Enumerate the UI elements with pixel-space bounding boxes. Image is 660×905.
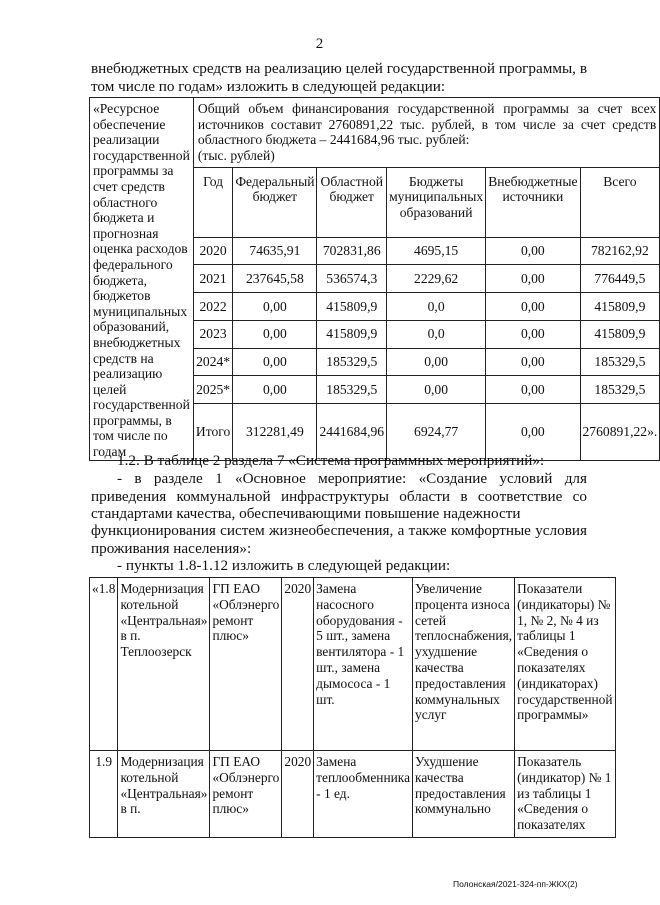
cell: 2024* [193,348,232,376]
measure-indicators: Показатели (индикаторы) № 1, № 2, № 4 из таблицы 1 «Сведения о показателях (индикаторах) государственной программы» [515,578,615,751]
measure-indicators: Показатель (индикатор) № 1 из таблицы 1 «Сведения о показателях [515,751,615,838]
col-year: Год [193,167,232,237]
section-paragraph-2: функционирования систем жизнеобеспечения, а также комфортные условия проживания населения»: [91,522,587,557]
cell: 185329,5 [317,348,387,376]
cell: 0,00 [233,320,317,348]
footer-reference: Полонская/2021-324-пп-ЖКХ(2) [453,879,578,889]
measure-row [90,751,616,838]
cell: 415809,9 [317,293,387,321]
measure-name: Модернизация котельной «Центральная» в п. Теплоозерск [118,578,210,751]
cell: 0,00 [387,376,486,404]
measure-number: «1.8 [90,578,118,751]
cell: 2023 [193,320,232,348]
summary-text: Общий объем финансирования государственной программы за счет всех источников составит 2760891,22 тыс. рублей, в том числе за счет средств областного бюджета – 2441684,96 тыс. рублей: [197,101,657,148]
measure-consequences: Ухудшение качества предоставления коммунально [413,751,515,838]
measure-row [90,578,616,751]
cell: 4695,15 [387,237,486,265]
points-line: - пункты 1.8-1.12 изложить в следующей редакции: [117,557,451,574]
resource-table [89,97,660,461]
cell: 0,00 [486,348,580,376]
measure-executor: ГП ЕАО «Облэнерго ремонт плюс» [210,578,282,751]
cell: 0,00 [233,293,317,321]
cell: 0,00 [486,404,580,461]
measure-executor: ГП ЕАО «Облэнерго ремонт плюс» [210,751,282,838]
cell: 0,00 [486,293,580,321]
cell: 2025* [193,376,232,404]
cell: 185329,5 [580,376,660,404]
measure-content: Замена насосного оборудования - 5 шт., замена вентилятора - 1 шт., замена дымососа - 1 шт. [314,578,413,751]
cell: 782162,92 [580,237,660,265]
cell: 776449,5 [580,265,660,293]
cell: 185329,5 [580,348,660,376]
cell: 2020 [193,237,232,265]
resource-label: «Ресурсное обеспечение реализации государственной программы за счет средств областного бюджета и прогнозная оценка расходов федерального бюджета, бюджетов муниципальных образований, внебюджетных средств на реализацию целей государственной программы, в том числе по годам [90,98,194,461]
cell: 2022 [193,293,232,321]
section-paragraph-1: - в разделе 1 «Основное мероприятие: «Создание условий для приведения коммунальной инфраструктуры области в соответствие со стандартами качества, обеспечивающими повышение надежности [91,470,587,522]
cell: 74635,91 [233,237,317,265]
measure-number: 1.9 [90,751,118,838]
cell: 0,00 [486,376,580,404]
cell: 415809,9 [580,293,660,321]
cell: 6924,77 [387,404,486,461]
cell: 536574,3 [317,265,387,293]
cell: 237645,58 [233,265,317,293]
cell: 702831,86 [317,237,387,265]
cell: 185329,5 [317,376,387,404]
cell: 0,00 [233,376,317,404]
measure-name: Модернизация котельной «Центральная» в п. [118,751,210,838]
cell: 415809,9 [317,320,387,348]
measure-consequences: Увеличение процента износа сетей теплоснабжения, ухудшение качества предоставления коммунальных услуг [413,578,515,751]
col-federal: Федеральный бюджет [233,167,317,237]
measure-content: Замена теплообменника - 1 ед. [314,751,413,838]
intro-line-1: внебюджетных средств на реализацию целей государственной программы, в [91,60,587,77]
cell: 2760891,22». [580,404,660,461]
cell: 312281,49 [233,404,317,461]
col-municipal: Бюджеты муниципальных образований [387,167,486,237]
col-total: Всего [580,167,660,237]
summary-cell [193,98,659,168]
cell: 0,00 [486,237,580,265]
item-1-2: 1.2. В таблице 2 раздела 7 «Система программных мероприятий»: [117,452,545,469]
intro-line-2: том числе по годам» изложить в следующей редакции: [91,78,446,95]
measure-year: 2020 [282,578,314,751]
cell: 0,0 [387,293,486,321]
unit-note: (тыс. рублей) [197,147,275,163]
col-regional: Областной бюджет [317,167,387,237]
cell: 2441684,96 [317,404,387,461]
cell: 2229,62 [387,265,486,293]
cell: 415809,9 [580,320,660,348]
measure-year: 2020 [282,751,314,838]
page-number: 2 [315,36,324,52]
cell: 0,0 [387,320,486,348]
cell: 0,00 [387,348,486,376]
measures-table [89,577,616,838]
col-extrabudget: Внебюджетные источники [486,167,580,237]
cell: 0,00 [486,265,580,293]
cell: Итого [193,404,232,461]
cell: 0,00 [486,320,580,348]
cell: 2021 [193,265,232,293]
cell: 0,00 [233,348,317,376]
